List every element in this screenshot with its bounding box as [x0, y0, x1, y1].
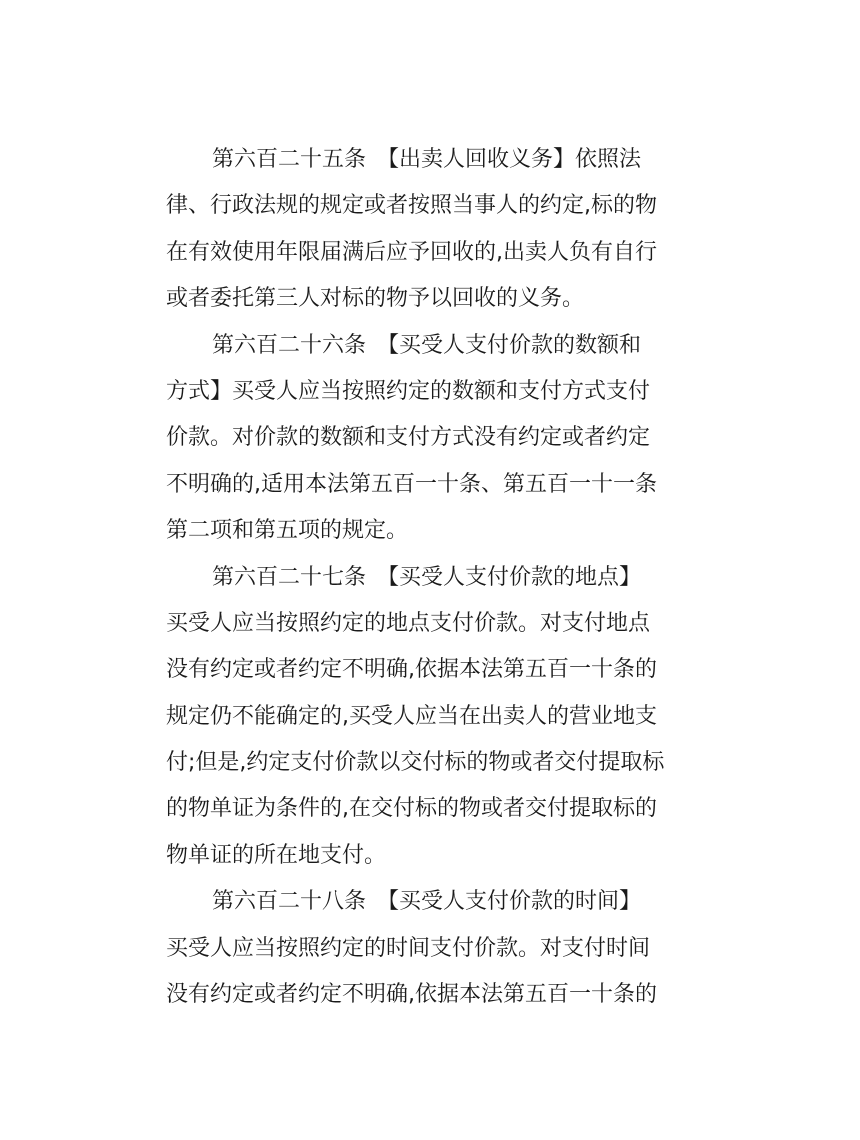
text-line: 第六百二十八条 【买受人支付价款的时间】: [212, 889, 642, 915]
text-line: 第六百二十五条 【出卖人回收义务】依照法: [212, 147, 642, 172]
text-line: 付;但是,约定支付价款以交付标的物或者交付提取标: [166, 750, 665, 776]
text-line: 的物单证为条件的,在交付标的物或者交付提取标的: [166, 796, 657, 822]
text-line: 物单证的所在地支付。: [166, 842, 387, 868]
text-line: 或者委托第三人对标的物予以回收的义务。: [166, 286, 585, 312]
text-line: 第六百二十六条 【买受人支付价款的数额和: [212, 332, 642, 358]
text-line: 价款。对价款的数额和支付方式没有约定或者约定: [166, 425, 651, 451]
text-line: 买受人应当按照约定的地点支付价款。对支付地点: [166, 610, 651, 636]
text-line: 买受人应当按照约定的时间支付价款。对支付时间: [166, 935, 651, 961]
text-line: 规定仍不能确定的,买受人应当在出卖人的营业地支: [166, 703, 657, 729]
text-line: 不明确的,适用本法第五百一十条、第五百一十一条: [166, 471, 657, 497]
text-line: 律、行政法规的规定或者按照当事人的约定,标的物: [166, 193, 657, 219]
text-line: 没有约定或者约定不明确,依据本法第五百一十条的: [166, 982, 657, 1008]
document-body: [166, 137, 706, 1018]
text-line: 在有效使用年限届满后应予回收的,出卖人负有自行: [166, 239, 657, 265]
text-line: 没有约定或者约定不明确,依据本法第五百一十条的: [166, 657, 657, 683]
text-line: 第六百二十七条 【买受人支付价款的地点】: [212, 564, 642, 590]
text-line: 第二项和第五项的规定。: [166, 518, 409, 544]
text-line: 方式】买受人应当按照约定的数额和支付方式支付: [166, 378, 651, 404]
